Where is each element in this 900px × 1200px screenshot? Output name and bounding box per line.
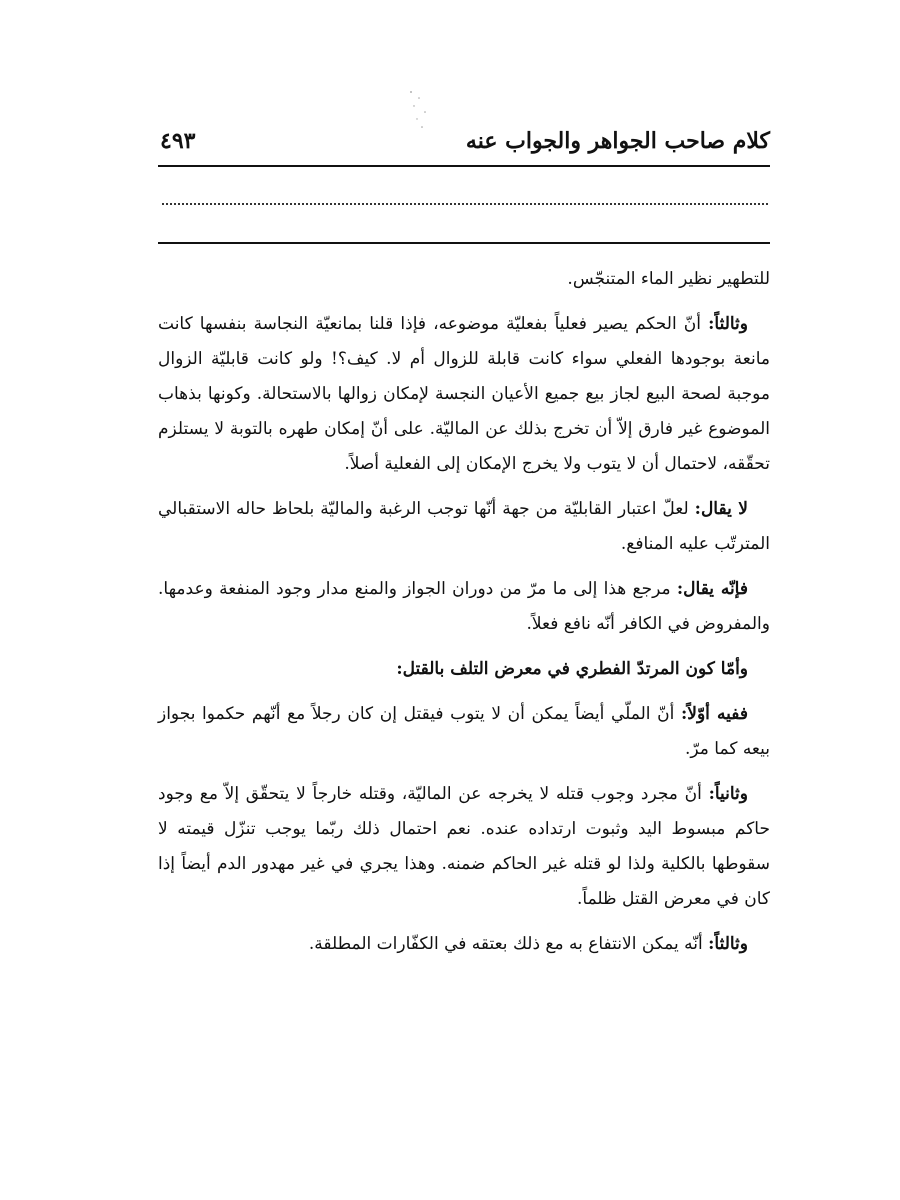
scan-noise-specks bbox=[405, 88, 435, 133]
dotted-separator bbox=[162, 203, 768, 205]
paragraph-text: أنّ الحكم يصير فعلياً بفعليّة موضوعه، فإذا قلنا بمانعيّة النجاسة بنفسها كانت مانعة بوجودها الفعلي سواء كانت قابلة للزوال أم لا. كيف؟! ولو كانت قابليّة الزوال موجبة لصحة البيع لجاز بيع جميع الأعيان النجسة لإمكان زوالها بالاستحالة. وكونها بذهاب الموضوع غير فارق إلاّ أن تخرج بذلك عن الماليّة. على أنّ إمكان طهره بالتوبة لا يستلزم تحقّقه، لاحتمال أن لا يتوب ولا يخرج الإمكان إلى الفعلية أصلاً. bbox=[158, 314, 770, 474]
paragraph-text: للتطهير نظير الماء المتنجّس. bbox=[567, 269, 770, 289]
paragraph bbox=[158, 262, 770, 297]
paragraph-lead: ففيه أوّلاً: bbox=[680, 704, 748, 724]
section-rule bbox=[158, 242, 770, 244]
paragraph-lead: فإنّه يقال: bbox=[676, 579, 748, 599]
paragraph-text: لعلّ اعتبار القابليّة من جهة أنّها توجب الرغبة والماليّة بلحاظ حاله الاستقبالي المترتّب عليه المنافع. bbox=[158, 499, 770, 554]
paragraph-text: أنّه يمكن الانتفاع به مع ذلك بعتقه في الكفّارات المطلقة. bbox=[308, 934, 709, 954]
paragraph-lead: وأمّا كون المرتدّ الفطري في معرض التلف بالقتل: bbox=[396, 659, 748, 679]
paragraph bbox=[158, 307, 770, 482]
paragraph-text: أنّ الملّي أيضاً يمكن أن لا يتوب فيقتل إن كان رجلاً مع أنّهم حكموا بجواز بيعه كما مرّ. bbox=[158, 704, 770, 759]
paragraph bbox=[158, 492, 770, 562]
main-text bbox=[158, 262, 770, 972]
paragraph bbox=[158, 697, 770, 767]
running-title: كلام صاحب الجواهر والجواب عنه bbox=[465, 128, 770, 154]
paragraph bbox=[158, 652, 770, 687]
paragraph-lead: وثانياً: bbox=[708, 784, 748, 804]
header-rule bbox=[158, 165, 770, 167]
paragraph-lead: وثالثاً: bbox=[708, 934, 748, 954]
paragraph bbox=[158, 572, 770, 642]
page-header bbox=[160, 128, 770, 164]
page-number: ٤٩٣ bbox=[160, 128, 196, 154]
paragraph bbox=[158, 777, 770, 917]
paragraph-lead: وثالثاً: bbox=[708, 314, 748, 334]
paragraph-text: أنّ مجرد وجوب قتله لا يخرجه عن الماليّة، وقتله خارجاً لا يتحقّق إلاّ مع وجود حاكم مبسوط اليد وثبوت ارتداده عنده. نعم احتمال ذلك ربّما يوجب تنزّل قيمته لا سقوطها بالكلية ولذا لو قتله غير الحاكم ضمنه. وهذا يجري في غير مهدور الدم أيضاً إذا كان في معرض القتل ظلماً. bbox=[158, 784, 770, 909]
paragraph-text: مرجع هذا إلى ما مرّ من دوران الجواز والمنع مدار وجود المنفعة وعدمها. والمفروض في الكافر أنّه نافع فعلاً. bbox=[158, 579, 770, 634]
paragraph-lead: لا يقال: bbox=[694, 499, 748, 519]
paragraph bbox=[158, 927, 770, 962]
